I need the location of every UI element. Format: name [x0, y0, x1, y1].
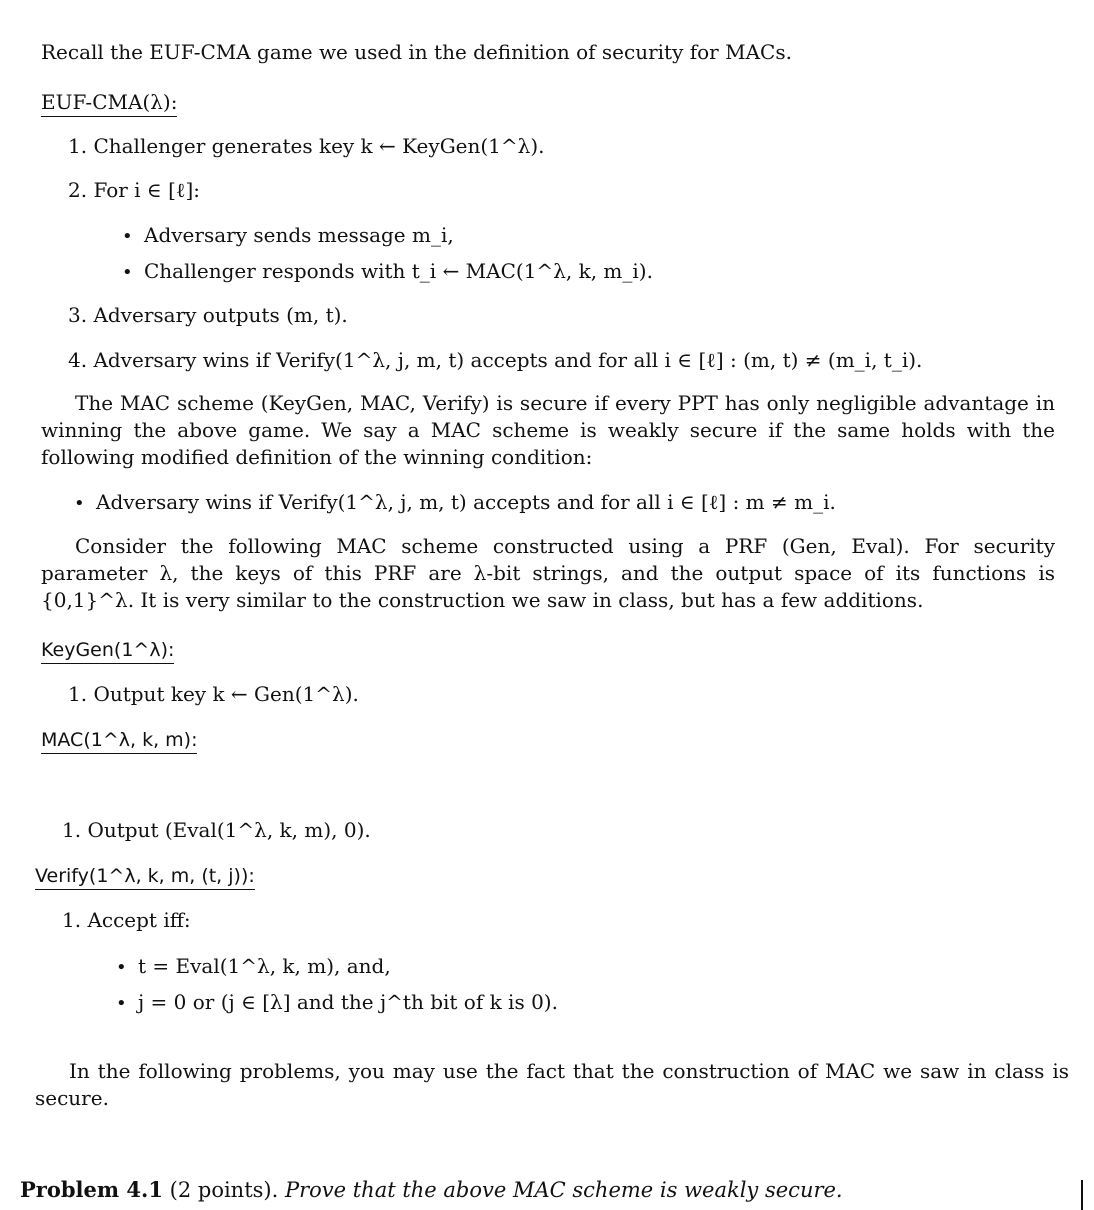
intro-text: Recall the EUF-CMA game we used in the definition of security for MACs. — [41, 40, 792, 64]
bullet-icon: • — [116, 957, 127, 978]
verify-header-label: Verify(1^λ, k, m, (t, j)): — [35, 865, 255, 890]
bullet-icon: • — [122, 226, 133, 247]
game-substep-1: • Adversary sends message m_i, — [122, 221, 454, 251]
verify-condition-2: • j = 0 or (j ∈ [λ] and the j^th bit of k is 0). — [116, 988, 558, 1018]
bullet-icon: • — [116, 993, 127, 1014]
construction-paragraph: Consider the following MAC scheme constructed using a PRF (Gen, Eval). For security parameter λ, the keys of this PRF are λ-bit strings, and the output space of its functions is {0,1}^λ. It is very similar to the construction we saw in class, but has a few additions. — [41, 534, 1055, 612]
problem-label: Problem 4.1 — [20, 1177, 163, 1202]
bullet-icon: • — [74, 493, 85, 514]
game-header — [41, 88, 177, 116]
hint-paragraph: In the following problems, you may use the fact that the construction of MAC we saw in class is secure. — [35, 1059, 1069, 1110]
game-step-2: 2. For i ∈ [ℓ]: — [68, 178, 201, 202]
problem-points: (2 points). — [169, 1178, 279, 1202]
mac-header — [41, 725, 197, 754]
game-substep-2: • Challenger responds with t_i ← MAC(1^λ, k, m_i). — [122, 257, 653, 287]
mac-step: 1. Output (Eval(1^λ, k, m), 0). — [62, 818, 371, 842]
game-step-4: 4. Adversary wins if Verify(1^λ, j, m, t) accepts and for all i ∈ [ℓ] : (m, t) ≠ (m_i, t_i). — [68, 348, 923, 372]
verify-condition-1: • t = Eval(1^λ, k, m), and, — [116, 952, 391, 982]
keygen-header-label: KeyGen(1^λ): — [41, 639, 174, 664]
game-header-label: EUF-CMA(λ): — [41, 90, 177, 117]
problem-statement — [20, 1176, 843, 1204]
bullet-icon: • — [122, 262, 133, 283]
definition-paragraph: The MAC scheme (KeyGen, MAC, Verify) is secure if every PPT has only negligible advantage in winning the above game. We say a MAC scheme is weakly secure if the same holds with the following modified definition of the winning condition: — [41, 391, 1055, 469]
keygen-step: 1. Output key k ← Gen(1^λ). — [68, 682, 359, 706]
mac-header-label: MAC(1^λ, k, m): — [41, 729, 197, 754]
verify-step: 1. Accept iff: — [62, 908, 191, 932]
weak-condition: • Adversary wins if Verify(1^λ, j, m, t) accepts and for all i ∈ [ℓ] : m ≠ m_i. — [74, 488, 836, 518]
text-cursor — [1081, 1180, 1083, 1210]
game-step-1: 1. Challenger generates key k ← KeyGen(1^λ). — [68, 134, 545, 158]
keygen-header — [41, 635, 174, 664]
game-step-3: 3. Adversary outputs (m, t). — [68, 303, 348, 327]
verify-header — [35, 861, 255, 890]
problem-text: Prove that the above MAC scheme is weakly secure. — [284, 1178, 843, 1202]
